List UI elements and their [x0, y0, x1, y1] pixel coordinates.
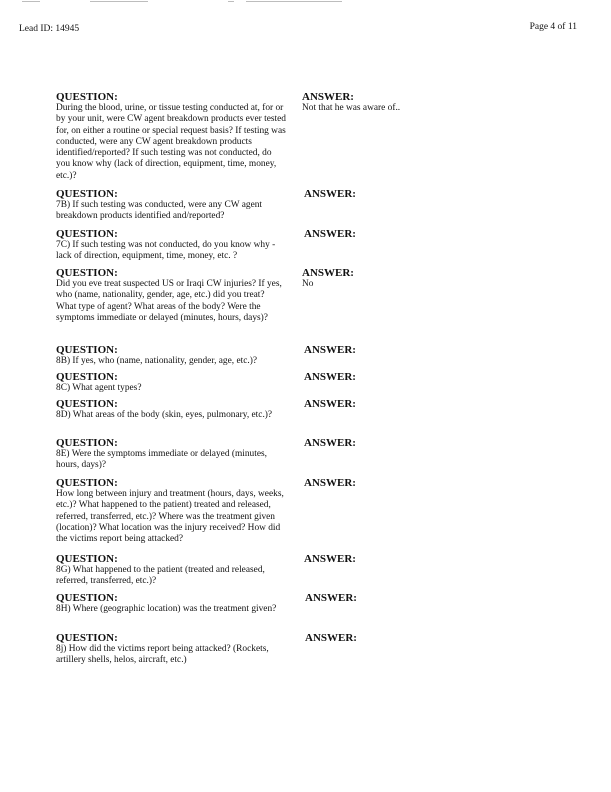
question-label: QUESTION: — [56, 371, 118, 383]
answer-label: ANSWER: — [305, 592, 357, 604]
answer-label: ANSWER: — [304, 188, 356, 200]
question-label: QUESTION: — [56, 344, 118, 356]
question-label: QUESTION: — [56, 398, 118, 410]
scan-top-line-1 — [22, 1, 40, 2]
answer-text: No — [302, 279, 314, 289]
question-label: QUESTION: — [56, 632, 118, 644]
question-text: 8G) What happened to the patient (treated and released, referred, transferred, etc.)? — [56, 565, 265, 587]
answer-label: ANSWER: — [304, 553, 356, 565]
answer-label: ANSWER: — [305, 632, 357, 644]
answer-label: ANSWER: — [304, 344, 356, 356]
question-text: 8B) If yes, who (name, nationality, gender, age, etc.)? — [56, 356, 258, 366]
question-label: QUESTION: — [56, 91, 118, 103]
question-label: QUESTION: — [56, 592, 118, 604]
question-label: QUESTION: — [56, 553, 118, 565]
answer-label: ANSWER: — [302, 267, 354, 279]
question-text: 8j) How did the victims report being attacked? (Rockets, artillery shells, helos, aircraft, etc.) — [56, 644, 269, 666]
question-text: During the blood, urine, or tissue testing conducted at, for or by your unit, were CW agent breakdown products ever tested for, on either a routine or special request basis? If testing was conducted, were any CW agent breakdown products identified/reported? If such testing was not conducted, do you know why (lack of direction, equipment, time, money, etc.)? — [56, 103, 286, 181]
question-text: 8H) Where (geographic location) was the treatment given? — [56, 604, 277, 614]
answer-label: ANSWER: — [304, 398, 356, 410]
question-label: QUESTION: — [56, 228, 118, 240]
question-text: 8D) What areas of the body (skin, eyes, pulmonary, etc.)? — [56, 410, 273, 420]
question-text: 8E) Were the symptoms immediate or delayed (minutes, hours, days)? — [56, 449, 267, 471]
lead-id: Lead ID: 14945 — [19, 24, 80, 34]
question-text: 8C) What agent types? — [56, 383, 142, 393]
question-label: QUESTION: — [56, 188, 118, 200]
question-label: QUESTION: — [56, 437, 118, 449]
scan-top-line-2 — [90, 1, 148, 2]
question-label: QUESTION: — [56, 267, 118, 279]
question-text: 7C) If such testing was not conducted, do you know why - lack of direction, equipment, time, money, etc. ? — [56, 240, 276, 262]
answer-text: Not that he was aware of.. — [302, 103, 401, 113]
question-label: QUESTION: — [56, 477, 118, 489]
question-text: How long between injury and treatment (hours, days, weeks, etc.)? What happened to the patient) treated and released, referred, transferred, etc.)? Where was the treatment given (location)? What location was the injury received? How did the victims report being attacked? — [56, 489, 284, 545]
scan-top-line-3 — [228, 1, 234, 2]
answer-label: ANSWER: — [302, 91, 354, 103]
answer-label: ANSWER: — [304, 228, 356, 240]
answer-label: ANSWER: — [304, 477, 356, 489]
answer-label: ANSWER: — [304, 371, 356, 383]
question-text: Did you eve treat suspected US or Iraqi CW injuries? If yes, who (name, nationality, gender, age, etc.) did you treat? What type of agent? What areas of the body? Were the symptoms immediate or delayed (minutes, hours, days)? — [56, 279, 282, 323]
page-number: Page 4 of 11 — [529, 22, 577, 32]
scan-top-line-4 — [246, 1, 342, 2]
question-text: 7B) If such testing was conducted, were any CW agent breakdown products identified and/reported? — [56, 200, 263, 222]
answer-label: ANSWER: — [304, 437, 356, 449]
